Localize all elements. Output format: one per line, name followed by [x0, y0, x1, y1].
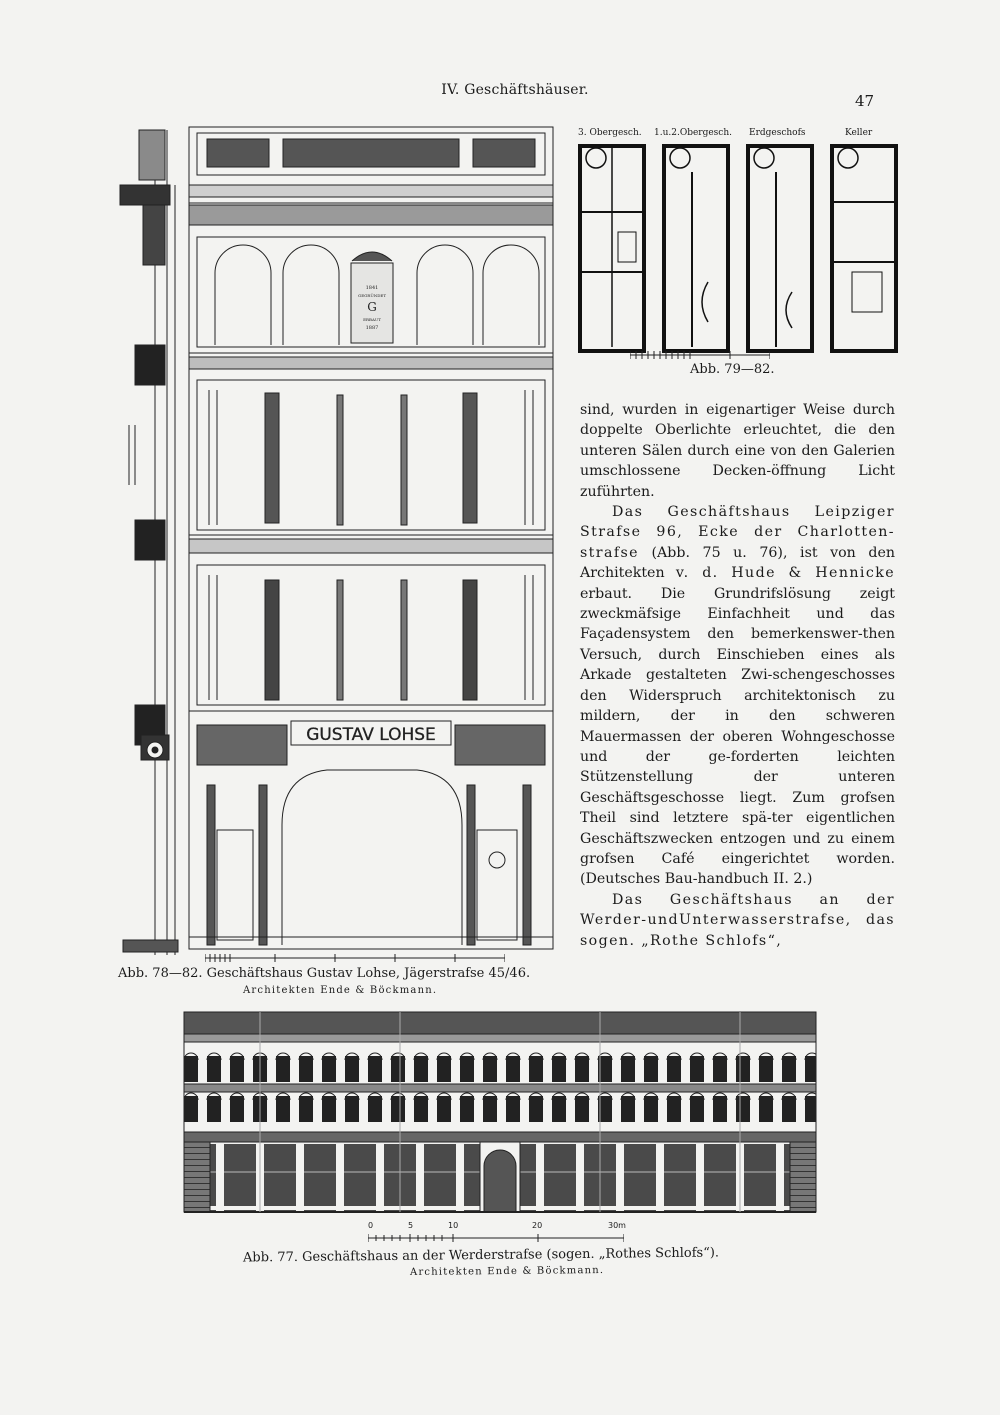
plans-scale-bar: [630, 350, 770, 360]
werder-scale-labels: [364, 1221, 634, 1233]
signboard-text: GUSTAV LOHSE: [306, 725, 436, 745]
figure-caption-77: Abb. 77. Geschäftshaus an der Werderstrafse (sogen. „Rothes Schlofs“).: [242, 1245, 720, 1266]
page-number: 47: [855, 92, 875, 110]
balustrade: [207, 139, 535, 167]
plan-label-erdgeschoss: Erdgeschofs: [749, 128, 806, 138]
plan-label-3-obergeschoss: 3. Obergesch.: [578, 128, 642, 138]
plan-3-obergeschoss: [580, 146, 644, 351]
werder-scale-bar: [368, 1233, 624, 1243]
svg-text:1841: 1841: [365, 285, 379, 291]
scale-label-30m: 30m: [608, 1221, 626, 1230]
arched-storey: [197, 237, 545, 347]
facade-werder-drawing: [180, 1010, 820, 1218]
figure-caption-78-architects: Architekten Ende & Böckmann.: [243, 985, 438, 996]
svg-text:1887: 1887: [365, 325, 379, 331]
scale-label-5: 5: [408, 1221, 414, 1230]
plan-erdgeschoss: [748, 146, 812, 351]
scale-label-10: 10: [448, 1221, 459, 1230]
figure-caption-78: Abb. 78—82. Geschäftshaus Gustav Lohse, Jägerstrafse 45/46.: [118, 966, 531, 981]
plan-label-1-2-obergeschoss: 1.u.2.Obergesch.: [654, 128, 733, 138]
figure-caption-77-architects: Architekten Ende & Böckmann.: [409, 1264, 605, 1279]
section-profile-drawing: [115, 125, 185, 960]
scale-label-0: 0: [368, 1221, 374, 1230]
body-text: [580, 400, 895, 951]
facade-lohse-drawing: [187, 125, 555, 960]
scale-label-20: 20: [532, 1221, 543, 1230]
running-head: IV. Geschäftshäuser.: [441, 82, 589, 98]
paragraph-2-rest: erbaut. Die Grundrifslösung zeigt zweckmäfsige Einfachheit und das Façadensystem den bemerkenswer-then Versuch, durch Einschieben eines als Arkade gestalteten Zwi-schengeschosses den Widerspruch architektonisch zu mildern, der in den schweren Mauermassen der oberen Wohngeschosse und der ge-forderten leichten Stützenstellung der unteren Geschäftsgeschosse liegt. Zum grofsen Theil sind letztere spä-ter eigentlichen Geschäftszwecken entzogen und zu einem grofsen Café eingerichtet worden. (Deutsches Bau-handbuch II. 2.): [580, 585, 895, 888]
plan-label-keller: Keller: [845, 128, 873, 138]
paragraph-1: sind, wurden in eigenartiger Weise durch doppelte Oberlichte erleuchtet, die den unteren Sälen durch eine von den Galerien umschlossene Decken-öffnung Licht zuführten.: [580, 402, 895, 500]
paragraph-2-mid: (Abb. 75 u. 76), ist von den Architekten: [580, 544, 895, 582]
svg-text:GEGRÜNDET: GEGRÜNDET: [358, 293, 386, 298]
svg-text:ERBAUT: ERBAUT: [363, 317, 381, 322]
floor-plans-drawing: [578, 142, 898, 357]
lohse-scale-bar: [205, 952, 505, 964]
paragraph-2: [580, 502, 895, 890]
figure-caption-79: Abb. 79—82.: [690, 362, 775, 377]
paragraph-3: Das Geschäftshaus an der Werder-undUnterwasserstrafse, das sogen. „Rothe Schlofs“,: [580, 891, 895, 949]
paragraph-2-architects: v. d. Hude & Hennicke: [675, 565, 895, 582]
svg-text:G: G: [367, 300, 377, 314]
paragraph-2-lead: Das Geschäftshaus Leipziger Strafse 96, Ecke der Charlotten-strafse: [580, 504, 895, 561]
plan-keller: [832, 146, 896, 351]
plan-1-2-obergeschoss: [664, 146, 728, 351]
